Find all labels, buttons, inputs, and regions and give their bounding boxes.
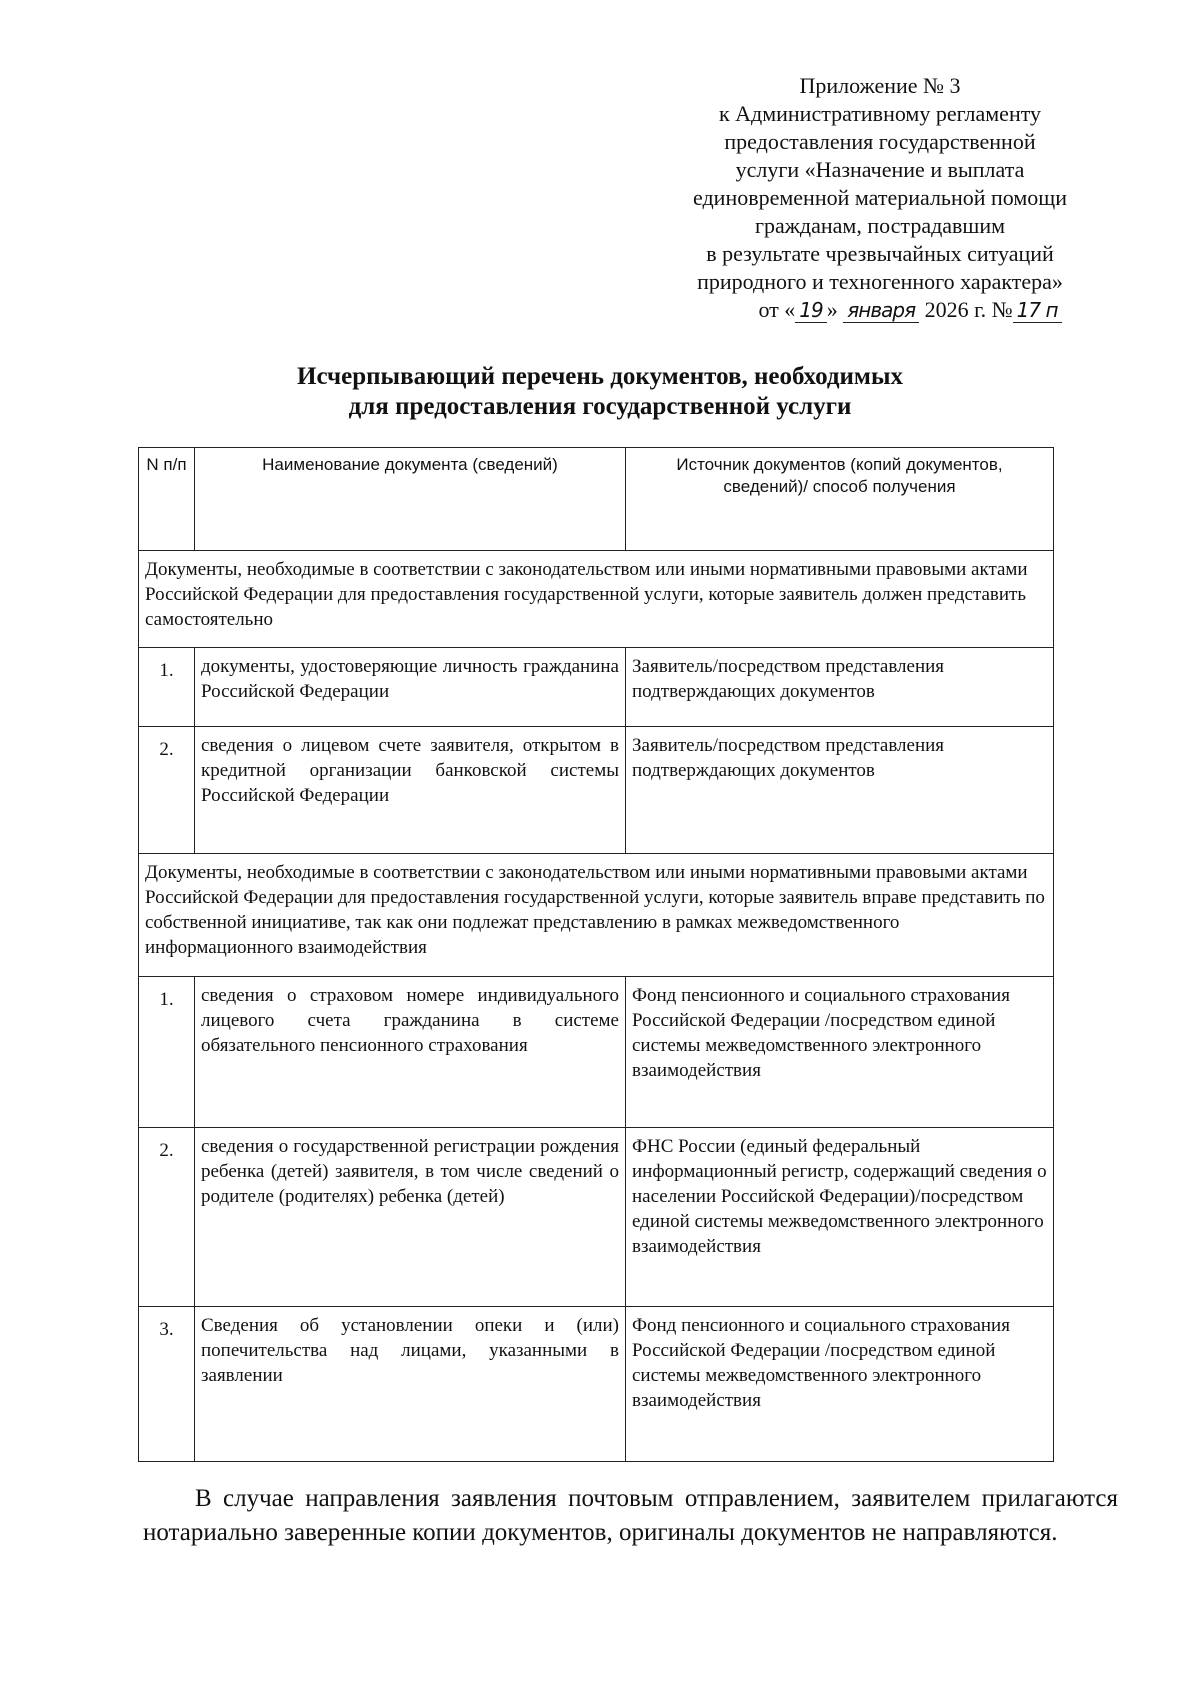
table-row bbox=[139, 1128, 1054, 1307]
appendix-line: предоставления государственной bbox=[724, 129, 1036, 154]
header-num: N п/п bbox=[139, 448, 195, 551]
appendix-line: единовременной материальной помощи bbox=[693, 185, 1067, 210]
documents-table bbox=[138, 447, 1054, 1462]
row-num: 3. bbox=[139, 1307, 195, 1462]
footer-paragraph bbox=[143, 1482, 1118, 1550]
row-source: ФНС России (единый федеральный информационный регистр, содержащий сведения о населении Российской Федерации)/посредством единой системы межведомственного электронного взаимодействия bbox=[626, 1128, 1054, 1307]
appendix-line: в результате чрезвычайных ситуаций bbox=[706, 241, 1054, 266]
table-row bbox=[139, 727, 1054, 854]
document-number: 17 п bbox=[1013, 298, 1062, 323]
row-num: 2. bbox=[139, 1128, 195, 1307]
header-source: Источник документов (копий документов, сведений)/ способ получения bbox=[626, 448, 1054, 551]
title-line-1: Исчерпывающий перечень документов, необходимых bbox=[297, 363, 903, 390]
row-document: Сведения об установлении опеки и (или) попечительства над лицами, указанными в заявлении bbox=[195, 1307, 626, 1462]
row-num: 1. bbox=[139, 648, 195, 727]
appendix-line: Приложение № 3 bbox=[799, 73, 961, 98]
appendix-date bbox=[640, 296, 1120, 324]
row-document: документы, удостоверяющие личность гражданина Российской Федерации bbox=[195, 648, 626, 727]
table-header-row bbox=[139, 448, 1054, 551]
row-source: Фонд пенсионного и социального страхования Российской Федерации /посредством единой системы межведомственного электронного взаимодействия bbox=[626, 1307, 1054, 1462]
table-row bbox=[139, 648, 1054, 727]
header-name: Наименование документа (сведений) bbox=[195, 448, 626, 551]
date-prefix: от « bbox=[758, 297, 796, 322]
table-row bbox=[139, 1307, 1054, 1462]
section-row bbox=[139, 854, 1054, 977]
row-document: сведения о лицевом счете заявителя, открытом в кредитной организации банковской системы Российской Федерации bbox=[195, 727, 626, 854]
row-num: 2. bbox=[139, 727, 195, 854]
row-num: 1. bbox=[139, 977, 195, 1128]
date-year: 2026 г. № bbox=[924, 297, 1013, 322]
date-day: 19 bbox=[795, 298, 826, 323]
table-row bbox=[139, 977, 1054, 1128]
date-month: января bbox=[843, 298, 919, 323]
section-row bbox=[139, 551, 1054, 648]
title-line-2: для предоставления государственной услуги bbox=[348, 393, 852, 420]
section-1-text: Документы, необходимые в соответствии с законодательством или иными нормативными правовыми актами Российской Федерации для предоставления государственной услуги, которые заявитель должен представить самостоятельно bbox=[139, 551, 1054, 648]
row-document: сведения о государственной регистрации рождения ребенка (детей) заявителя, в том числе сведений о родителе (родителях) ребенка (детей) bbox=[195, 1128, 626, 1307]
date-mid: » bbox=[826, 297, 838, 322]
row-source: Заявитель/посредством представления подтверждающих документов bbox=[626, 648, 1054, 727]
appendix-line: природного и техногенного характера» bbox=[697, 269, 1063, 294]
appendix-block bbox=[640, 72, 1120, 324]
appendix-line: к Административному регламенту bbox=[718, 101, 1042, 126]
appendix-line: гражданам, пострадавшим bbox=[754, 213, 1006, 238]
section-2-text: Документы, необходимые в соответствии с законодательством или иными нормативными правовыми актами Российской Федерации для предоставления государственной услуги, которые заявитель вправе представить по собственной инициативе, так как они подлежат представлению в рамках межведомственного информационного взаимодействия bbox=[139, 854, 1054, 977]
page-title bbox=[0, 362, 1200, 422]
row-document: сведения о страховом номере индивидуального лицевого счета гражданина в системе обязательного пенсионного страхования bbox=[195, 977, 626, 1128]
appendix-line: услуги «Назначение и выплата bbox=[735, 157, 1025, 182]
row-source: Фонд пенсионного и социального страхования Российской Федерации /посредством единой системы межведомственного электронного взаимодействия bbox=[626, 977, 1054, 1128]
footer-text: В случае направления заявления почтовым отправлением, заявителем прилагаются нотариально заверенные копии документов, оригиналы документов не направляются. bbox=[143, 1485, 1118, 1546]
row-source: Заявитель/посредством представления подтверждающих документов bbox=[626, 727, 1054, 854]
